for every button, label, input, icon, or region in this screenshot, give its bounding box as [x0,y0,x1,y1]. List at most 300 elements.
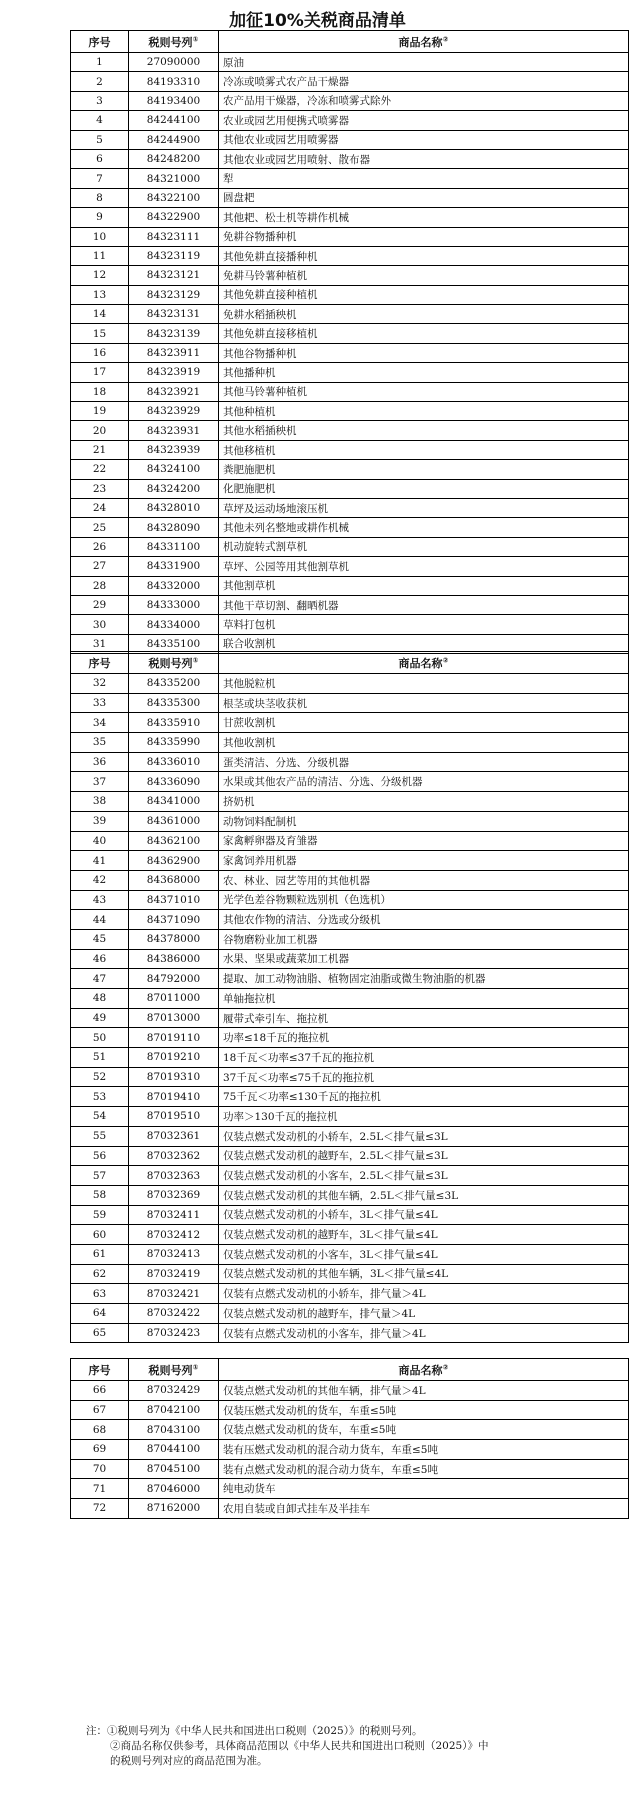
cell-tariff-code: 84323121 [129,266,219,285]
table-row [71,1264,629,1284]
cell-seq: 11 [71,246,129,265]
cell-seq: 23 [71,479,129,498]
cell-seq: 57 [71,1166,129,1186]
cell-tariff-code: 84335300 [129,693,219,713]
table-row [71,890,629,910]
cell-tariff-code: 84193310 [129,72,219,91]
cell-product-name: 根茎或块茎收获机 [219,693,629,713]
cell-seq: 35 [71,733,129,753]
cell-tariff-code: 87032413 [129,1244,219,1264]
cell-product-name: 提取、加工动物油脂、植物固定油脂或微生物油脂的机器 [219,969,629,989]
cell-product-name: 免耕马铃薯种植机 [219,266,629,285]
cell-seq: 13 [71,285,129,304]
cell-product-name: 其他脱粒机 [219,674,629,694]
cell-product-name: 仅装点燃式发动机的货车，车重≤5吨 [219,1420,629,1440]
cell-product-name: 机动旋转式割草机 [219,537,629,556]
cell-tariff-code: 84323111 [129,227,219,246]
header-product-name-label: 商品名称 [398,35,443,49]
cell-product-name: 18千瓦＜功率≤37千瓦的拖拉机 [219,1048,629,1068]
header-tariff-code-footnote-mark: ① [192,34,199,43]
header-tariff-code [129,652,219,674]
table-row [71,557,629,576]
table-row [71,870,629,890]
cell-seq: 30 [71,615,129,634]
table-row [71,1381,629,1401]
cell-product-name: 农用自装或自卸式挂车及半挂车 [219,1499,629,1519]
cell-product-name: 仅装点燃式发动机的其他车辆，2.5L＜排气量≤3L [219,1185,629,1205]
cell-seq: 59 [71,1205,129,1225]
cell-tariff-code: 84368000 [129,870,219,890]
cell-seq: 8 [71,188,129,207]
table-row [71,266,629,285]
cell-product-name: 化肥施肥机 [219,479,629,498]
cell-seq: 16 [71,343,129,362]
cell-tariff-code: 84335200 [129,674,219,694]
table-row [71,1008,629,1028]
cell-tariff-code: 84323139 [129,324,219,343]
table-row [71,324,629,343]
cell-seq: 40 [71,831,129,851]
table-row [71,518,629,537]
table-row [71,674,629,694]
cell-tariff-code: 87162000 [129,1499,219,1519]
cell-seq: 46 [71,949,129,969]
header-tariff-code [129,31,219,53]
cell-product-name: 其他收割机 [219,733,629,753]
table-row [71,1304,629,1324]
cell-seq: 29 [71,595,129,614]
cell-product-name: 单轴拖拉机 [219,989,629,1009]
table-row [71,111,629,130]
table-row [71,1244,629,1264]
table-row [71,402,629,421]
cell-product-name: 75千瓦＜功率≤130千瓦的拖拉机 [219,1087,629,1107]
cell-seq: 14 [71,305,129,324]
table-row [71,53,629,72]
cell-seq: 36 [71,752,129,772]
table-row [71,733,629,753]
cell-product-name: 功率＞130千瓦的拖拉机 [219,1107,629,1127]
cell-product-name: 粪肥施肥机 [219,460,629,479]
cell-product-name: 仅装压燃式发动机的货车，车重≤5吨 [219,1400,629,1420]
cell-seq: 68 [71,1420,129,1440]
cell-product-name: 其他免耕直接播种机 [219,246,629,265]
table-row [71,1440,629,1460]
cell-seq: 66 [71,1381,129,1401]
cell-seq: 72 [71,1499,129,1519]
table-row [71,227,629,246]
cell-product-name: 谷物磨粉业加工机器 [219,929,629,949]
header-tariff-code-label: 税则号列 [148,656,193,670]
cell-tariff-code: 84331900 [129,557,219,576]
cell-product-name: 功率≤18千瓦的拖拉机 [219,1028,629,1048]
table-row [71,1323,629,1343]
cell-product-name: 仅装点燃式发动机的小轿车，3L＜排气量≤4L [219,1205,629,1225]
table-header-row [71,652,629,674]
cell-seq: 12 [71,266,129,285]
cell-product-name: 其他移植机 [219,440,629,459]
cell-seq: 71 [71,1479,129,1499]
header-tariff-code-footnote-mark: ① [192,1362,199,1371]
header-product-name [219,31,629,53]
cell-product-name: 冷冻或喷雾式农产品干燥器 [219,72,629,91]
cell-seq: 56 [71,1146,129,1166]
cell-seq: 33 [71,693,129,713]
cell-tariff-code: 84323119 [129,246,219,265]
cell-tariff-code: 87032362 [129,1146,219,1166]
table-row [71,1048,629,1068]
table-row [71,910,629,930]
table-row [71,693,629,713]
cell-seq: 43 [71,890,129,910]
header-product-name-footnote-mark: ② [442,34,449,43]
cell-seq: 18 [71,382,129,401]
cell-product-name: 犁 [219,169,629,188]
cell-seq: 49 [71,1008,129,1028]
cell-product-name: 免耕谷物播种机 [219,227,629,246]
cell-seq: 64 [71,1304,129,1324]
cell-tariff-code: 84362100 [129,831,219,851]
cell-tariff-code: 87043100 [129,1420,219,1440]
cell-tariff-code: 84371010 [129,890,219,910]
cell-product-name: 农、林业、园艺等用的其他机器 [219,870,629,890]
cell-tariff-code: 87042100 [129,1400,219,1420]
cell-product-name: 37千瓦＜功率≤75千瓦的拖拉机 [219,1067,629,1087]
cell-seq: 61 [71,1244,129,1264]
cell-product-name: 水果或其他农产品的清洁、分选、分级机器 [219,772,629,792]
table-row [71,969,629,989]
footnote-2: ②商品名称仅供参考，具体商品范围以《中华人民共和国进出口税则（2025）》中 [110,1740,489,1752]
cell-seq: 9 [71,208,129,227]
cell-product-name: 其他谷物播种机 [219,343,629,362]
cell-tariff-code: 87032429 [129,1381,219,1401]
table-row [71,1499,629,1519]
table-row [71,576,629,595]
cell-seq: 34 [71,713,129,733]
cell-product-name: 仅装点燃式发动机的越野车，3L＜排气量≤4L [219,1225,629,1245]
cell-seq: 3 [71,91,129,110]
table-row [71,1028,629,1048]
cell-seq: 17 [71,363,129,382]
table-row [71,72,629,91]
cell-product-name: 草料打包机 [219,615,629,634]
cell-seq: 20 [71,421,129,440]
cell-tariff-code: 87045100 [129,1459,219,1479]
cell-tariff-code: 84328090 [129,518,219,537]
cell-product-name: 其他干草切割、翻晒机器 [219,595,629,614]
cell-seq: 44 [71,910,129,930]
cell-seq: 62 [71,1264,129,1284]
cell-product-name: 其他割草机 [219,576,629,595]
cell-tariff-code: 84334000 [129,615,219,634]
cell-tariff-code: 84323911 [129,343,219,362]
cell-tariff-code: 27090000 [129,53,219,72]
footnote-1: 注：①税则号列为《中华人民共和国进出口税则（2025）》的税则号列。 [86,1725,423,1737]
table-row [71,382,629,401]
cell-tariff-code: 84324100 [129,460,219,479]
cell-tariff-code: 84323931 [129,421,219,440]
table-row [71,772,629,792]
header-product-name-label: 商品名称 [398,1363,443,1377]
table-row [71,1225,629,1245]
cell-seq: 70 [71,1459,129,1479]
cell-seq: 51 [71,1048,129,1068]
cell-tariff-code: 84792000 [129,969,219,989]
cell-seq: 41 [71,851,129,871]
cell-tariff-code: 84323939 [129,440,219,459]
table-row [71,1284,629,1304]
cell-tariff-code: 84244900 [129,130,219,149]
cell-tariff-code: 87019210 [129,1048,219,1068]
cell-tariff-code: 84321000 [129,169,219,188]
header-tariff-code-footnote-mark: ① [192,655,199,664]
cell-tariff-code: 84332000 [129,576,219,595]
cell-tariff-code: 84331100 [129,537,219,556]
table-row [71,811,629,831]
cell-tariff-code: 84323929 [129,402,219,421]
cell-tariff-code: 84378000 [129,929,219,949]
table-row [71,1400,629,1420]
cell-tariff-code: 87019310 [129,1067,219,1087]
cell-tariff-code: 84361000 [129,811,219,831]
cell-seq: 65 [71,1323,129,1343]
footnote-2-cont: 的税则号列对应的商品范围为准。 [110,1755,268,1767]
cell-seq: 53 [71,1087,129,1107]
table-row [71,1107,629,1127]
table-row [71,363,629,382]
cell-seq: 55 [71,1126,129,1146]
cell-seq: 1 [71,53,129,72]
cell-product-name: 水果、坚果或蔬菜加工机器 [219,949,629,969]
cell-tariff-code: 87046000 [129,1479,219,1499]
cell-tariff-code: 84336010 [129,752,219,772]
cell-product-name: 仅装点燃式发动机的小客车，3L＜排气量≤4L [219,1244,629,1264]
cell-product-name: 仅装点燃式发动机的其他车辆，排气量＞4L [219,1381,629,1401]
cell-seq: 4 [71,111,129,130]
cell-seq: 42 [71,870,129,890]
table-row [71,460,629,479]
cell-product-name: 原油 [219,53,629,72]
cell-seq: 5 [71,130,129,149]
cell-seq: 58 [71,1185,129,1205]
table-row [71,792,629,812]
cell-seq: 32 [71,674,129,694]
cell-product-name: 动物饲料配制机 [219,811,629,831]
cell-tariff-code: 87032423 [129,1323,219,1343]
cell-product-name: 其他免耕直接移植机 [219,324,629,343]
cell-seq: 21 [71,440,129,459]
cell-seq: 47 [71,969,129,989]
cell-tariff-code: 87019110 [129,1028,219,1048]
cell-product-name: 纯电动货车 [219,1479,629,1499]
cell-tariff-code: 84323919 [129,363,219,382]
table-row [71,246,629,265]
cell-tariff-code: 87019510 [129,1107,219,1127]
header-tariff-code [129,1359,219,1381]
cell-product-name: 其他农作物的清洁、分选或分级机 [219,910,629,930]
cell-product-name: 其他免耕直接种植机 [219,285,629,304]
cell-seq: 54 [71,1107,129,1127]
table-row [71,188,629,207]
cell-seq: 67 [71,1400,129,1420]
cell-product-name: 家禽孵卵器及育雏器 [219,831,629,851]
cell-seq: 60 [71,1225,129,1245]
cell-tariff-code: 84323921 [129,382,219,401]
header-seq-label: 序号 [88,656,111,670]
cell-product-name: 仅装点燃式发动机的小轿车，2.5L＜排气量≤3L [219,1126,629,1146]
table-row [71,305,629,324]
table-row [71,615,629,634]
table-row [71,130,629,149]
cell-product-name: 装有压燃式发动机的混合动力货车，车重≤5吨 [219,1440,629,1460]
table-row [71,479,629,498]
table-row [71,1479,629,1499]
header-seq-label: 序号 [88,35,111,49]
cell-product-name: 装有点燃式发动机的混合动力货车，车重≤5吨 [219,1459,629,1479]
cell-product-name: 其他播种机 [219,363,629,382]
table-header-row [71,1359,629,1381]
cell-seq: 50 [71,1028,129,1048]
cell-seq: 25 [71,518,129,537]
cell-product-name: 仅装点燃式发动机的越野车，排气量＞4L [219,1304,629,1324]
table-row [71,91,629,110]
cell-seq: 39 [71,811,129,831]
cell-seq: 38 [71,792,129,812]
cell-tariff-code: 87032412 [129,1225,219,1245]
table-row [71,440,629,459]
header-seq [71,31,129,53]
cell-product-name: 其他种植机 [219,402,629,421]
cell-tariff-code: 84371090 [129,910,219,930]
table-row [71,929,629,949]
cell-tariff-code: 84335910 [129,713,219,733]
cell-product-name: 农业或园艺用便携式喷雾器 [219,111,629,130]
page-title: 加征10%关税商品清单 [229,11,406,31]
header-tariff-code-label: 税则号列 [148,35,193,49]
cell-product-name: 其他农业或园艺用喷雾器 [219,130,629,149]
cell-tariff-code: 84362900 [129,851,219,871]
cell-product-name: 圆盘耙 [219,188,629,207]
cell-seq: 10 [71,227,129,246]
cell-seq: 37 [71,772,129,792]
cell-product-name: 履带式牵引车、拖拉机 [219,1008,629,1028]
header-product-name-footnote-mark: ② [442,1362,449,1371]
cell-tariff-code: 84328010 [129,498,219,517]
cell-product-name: 仅装有点燃式发动机的小客车，排气量＞4L [219,1323,629,1343]
cell-product-name: 仅装点燃式发动机的越野车，2.5L＜排气量≤3L [219,1146,629,1166]
cell-tariff-code: 87019410 [129,1087,219,1107]
cell-tariff-code: 84335990 [129,733,219,753]
table-row [71,1087,629,1107]
table-row [71,1185,629,1205]
cell-tariff-code: 84323131 [129,305,219,324]
cell-tariff-code: 84323129 [129,285,219,304]
cell-tariff-code: 84335100 [129,634,219,653]
table-row [71,208,629,227]
cell-product-name: 其他未列名整地或耕作机械 [219,518,629,537]
cell-seq: 6 [71,149,129,168]
cell-product-name: 草坪及运动场地滚压机 [219,498,629,517]
cell-tariff-code: 87011000 [129,989,219,1009]
cell-product-name: 免耕水稻插秧机 [219,305,629,324]
cell-tariff-code: 87032411 [129,1205,219,1225]
table-row [71,421,629,440]
cell-seq: 52 [71,1067,129,1087]
cell-tariff-code: 84386000 [129,949,219,969]
cell-product-name: 仅装有点燃式发动机的小轿车，排气量＞4L [219,1284,629,1304]
cell-seq: 45 [71,929,129,949]
tariff-table-1 [70,30,629,654]
cell-seq: 24 [71,498,129,517]
cell-product-name: 光学色差谷物颗粒选别机（色选机） [219,890,629,910]
header-product-name [219,652,629,674]
table-row [71,1146,629,1166]
cell-seq: 69 [71,1440,129,1460]
table-row [71,851,629,871]
cell-seq: 63 [71,1284,129,1304]
header-seq [71,1359,129,1381]
cell-tariff-code: 84322100 [129,188,219,207]
header-product-name-footnote-mark: ② [442,655,449,664]
cell-product-name: 其他水稻插秧机 [219,421,629,440]
cell-tariff-code: 84333000 [129,595,219,614]
cell-product-name: 甘蔗收割机 [219,713,629,733]
tariff-table-3 [70,1358,629,1519]
cell-product-name: 挤奶机 [219,792,629,812]
cell-product-name: 其他耙、松土机等耕作机械 [219,208,629,227]
table-row [71,752,629,772]
cell-product-name: 仅装点燃式发动机的小客车，2.5L＜排气量≤3L [219,1166,629,1186]
table-row [71,1459,629,1479]
header-seq-label: 序号 [88,1363,111,1377]
table-row [71,169,629,188]
header-tariff-code-label: 税则号列 [148,1363,193,1377]
table-row [71,343,629,362]
header-seq [71,652,129,674]
cell-tariff-code: 84341000 [129,792,219,812]
table-row [71,1166,629,1186]
table-row [71,149,629,168]
cell-seq: 15 [71,324,129,343]
cell-tariff-code: 87032361 [129,1126,219,1146]
table-row [71,537,629,556]
cell-tariff-code: 84244100 [129,111,219,130]
table-row [71,1067,629,1087]
table-row [71,1420,629,1440]
cell-seq: 22 [71,460,129,479]
tariff-table-2 [70,651,629,1343]
header-product-name-label: 商品名称 [398,656,443,670]
cell-tariff-code: 87032422 [129,1304,219,1324]
cell-seq: 2 [71,72,129,91]
cell-tariff-code: 84324200 [129,479,219,498]
table-row [71,949,629,969]
cell-tariff-code: 84336090 [129,772,219,792]
cell-product-name: 家禽饲养用机器 [219,851,629,871]
cell-product-name: 草坪、公园等用其他割草机 [219,557,629,576]
header-product-name [219,1359,629,1381]
cell-tariff-code: 87032369 [129,1185,219,1205]
footnotes [86,1724,626,1769]
cell-product-name: 仅装点燃式发动机的其他车辆，3L＜排气量≤4L [219,1264,629,1284]
cell-seq: 27 [71,557,129,576]
cell-tariff-code: 87032421 [129,1284,219,1304]
table-row [71,831,629,851]
cell-tariff-code: 87032363 [129,1166,219,1186]
cell-seq: 28 [71,576,129,595]
cell-product-name: 其他农业或园艺用喷射、散布器 [219,149,629,168]
cell-tariff-code: 87032419 [129,1264,219,1284]
